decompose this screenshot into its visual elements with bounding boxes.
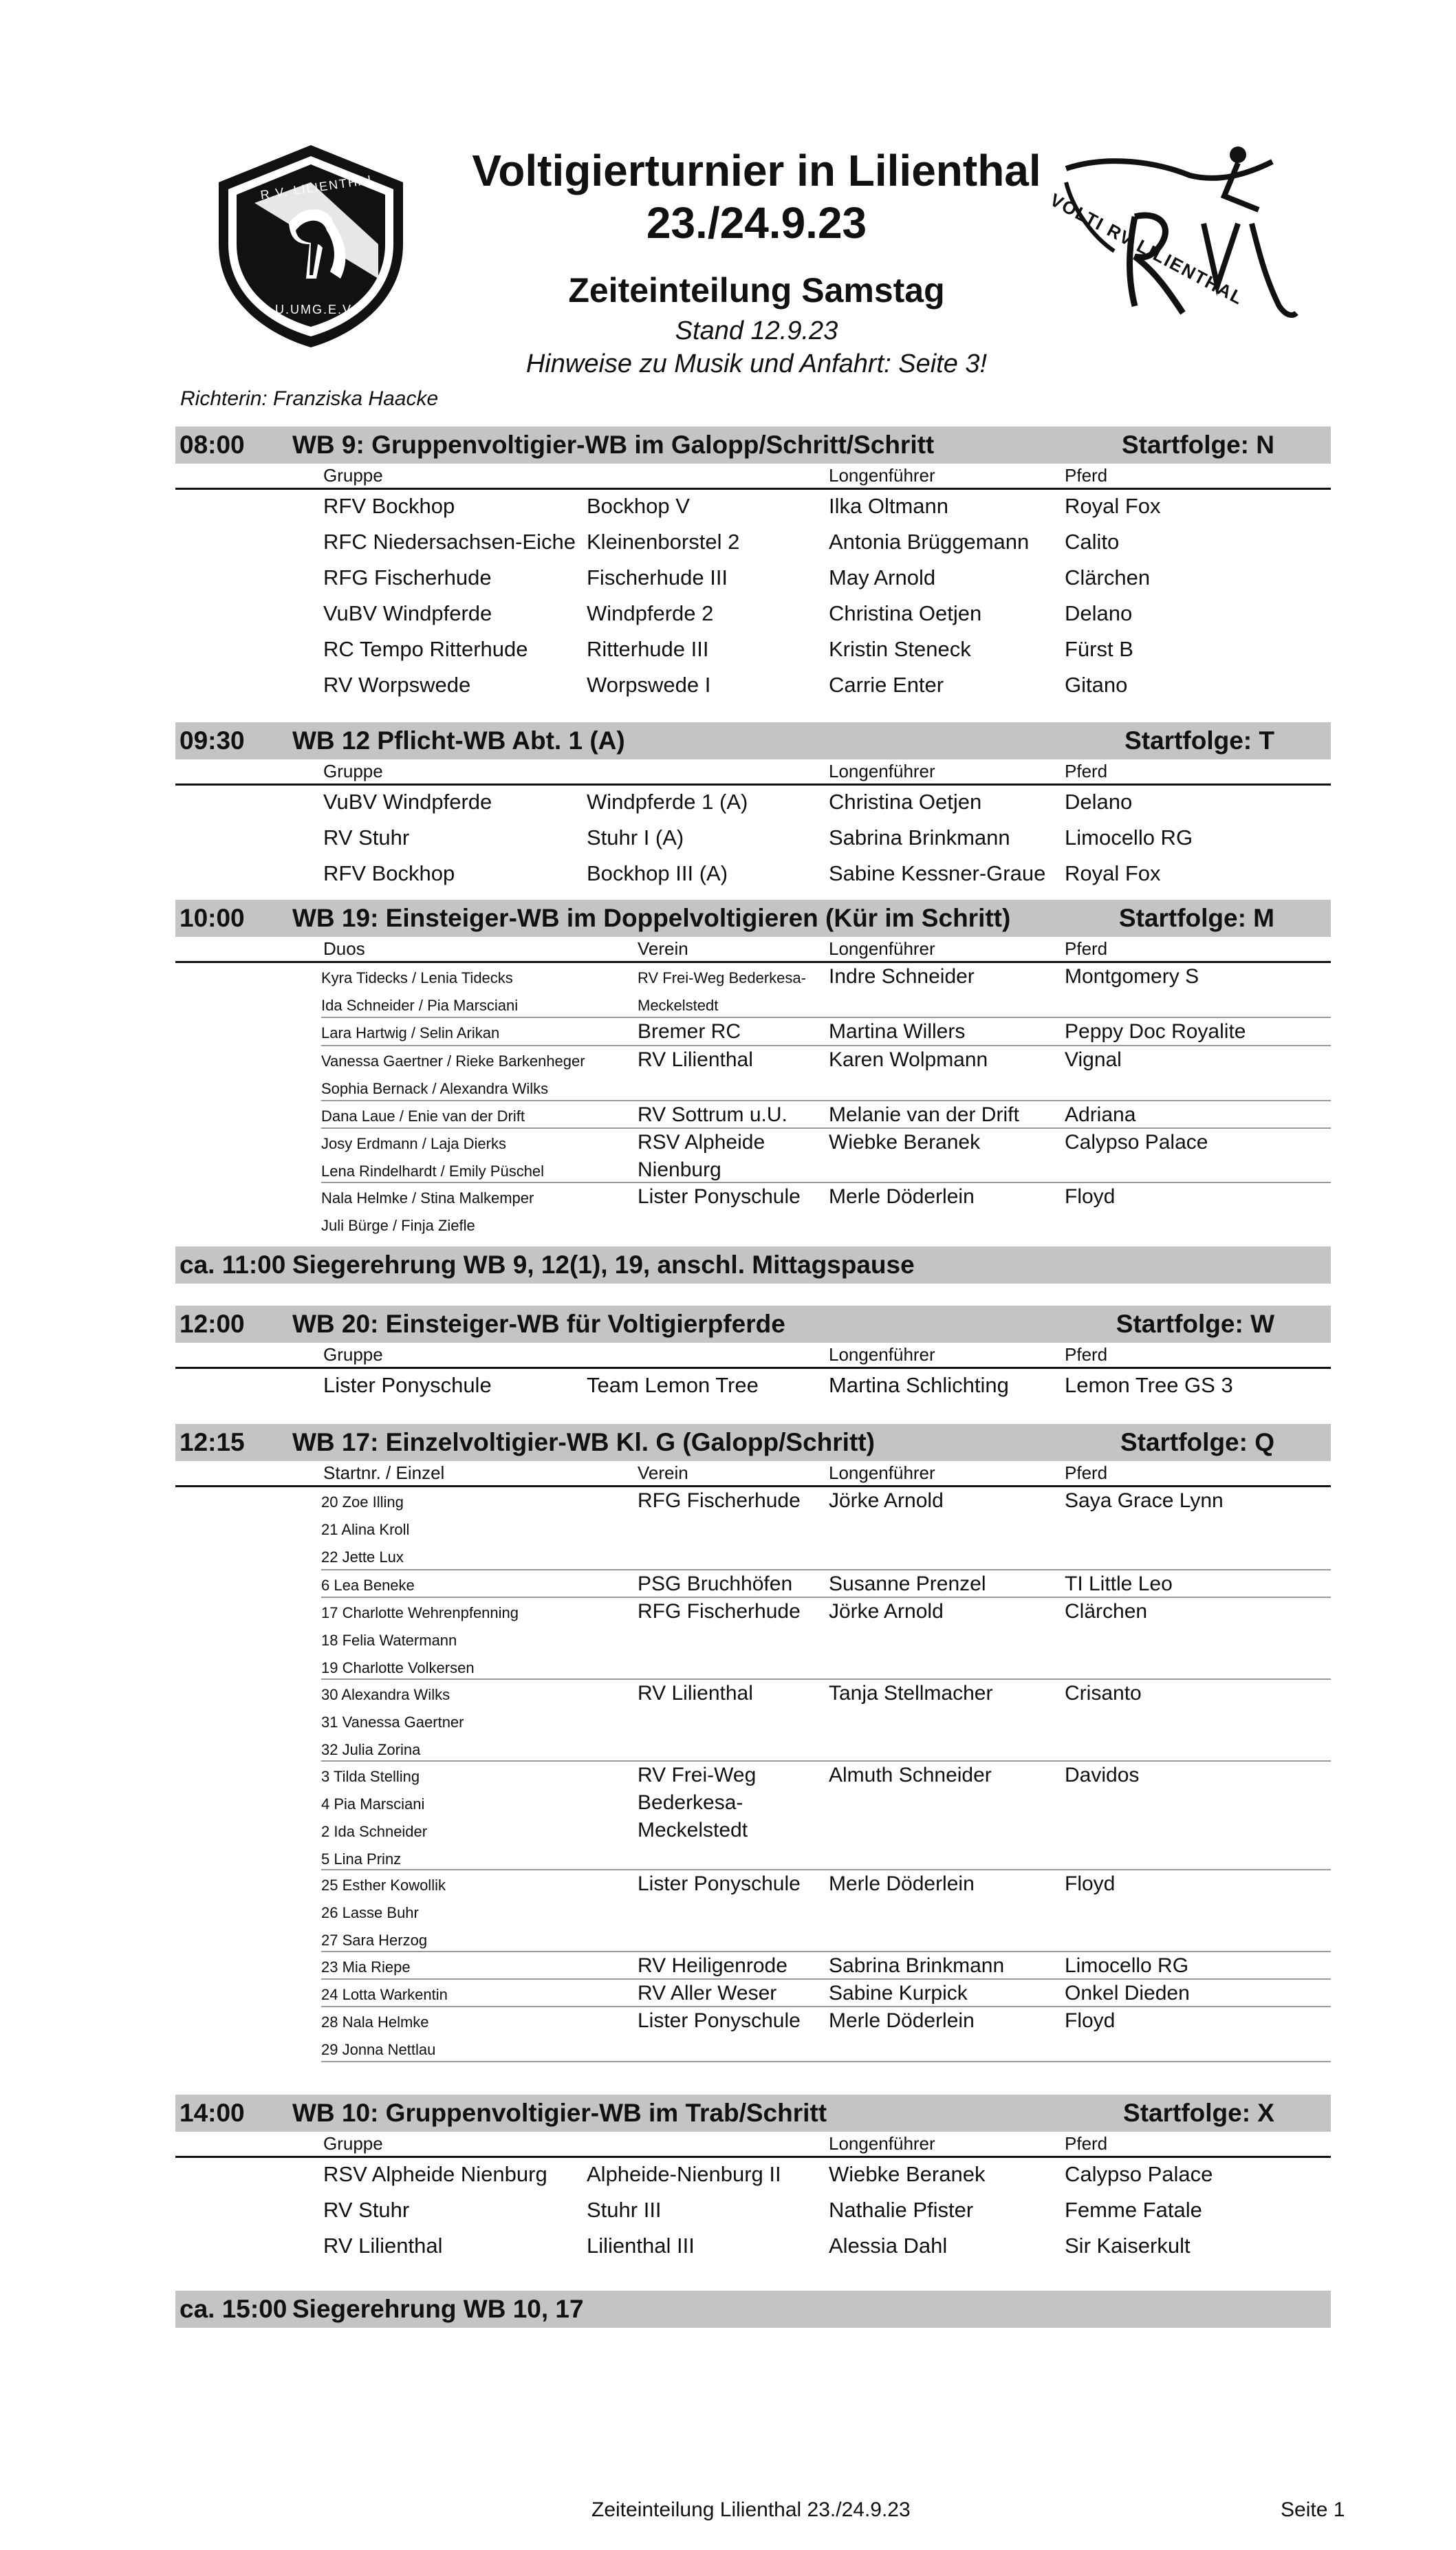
cell-longe: Wiebke Beranek [829, 2162, 986, 2186]
duo-names [321, 1185, 534, 1240]
cell-gruppe: RFC Niedersachsen-Eiche [323, 530, 576, 554]
cell-pferd: Calito [1065, 530, 1120, 554]
cell-pferd: Delano [1065, 790, 1133, 814]
cell-longe: May Arnold [829, 565, 936, 590]
einzel-name: 26 Lasse Buhr [321, 1904, 419, 1921]
list-item [175, 1980, 1331, 2007]
einzel-name: 17 Charlotte Wehrenpfenning [321, 1604, 519, 1621]
cell-pferd: Royal Fox [1065, 494, 1161, 518]
section-time: 10:00 [180, 904, 245, 932]
cell-longe: Wiebke Beranek [829, 1131, 981, 1154]
verein-line: RV Frei-Weg [638, 1764, 757, 1786]
cell-longe: Nathalie Pfister [829, 2198, 974, 2222]
cell-longe: Kristin Steneck [829, 637, 971, 661]
duo-name: Lara Hartwig / Selin Arikan [321, 1024, 500, 1041]
cell-pferd: TI Little Leo [1065, 1573, 1173, 1595]
page-subtitle: Zeiteinteilung Samstag [568, 271, 945, 310]
cell-team: Kleinenborstel 2 [587, 530, 740, 554]
cell-gruppe: RFV Bockhop [323, 861, 455, 885]
cell-team: Worpswede I [587, 673, 711, 697]
einzel-name: 30 Alexandra Wilks [321, 1686, 450, 1703]
duo-name: Dana Laue / Enie van der Drift [321, 1107, 525, 1125]
duo-names [321, 1103, 525, 1130]
einzel-name: 22 Jette Lux [321, 1548, 404, 1566]
cell-verein: RV Sottrum u.U. [638, 1103, 787, 1126]
einzel-name: 2 Ida Schneider [321, 1823, 428, 1840]
cell-longe: Merle Döderlein [829, 1185, 975, 1208]
einzel-name: 19 Charlotte Volkersen [321, 1659, 475, 1676]
section-title: WB 9: Gruppenvoltigier-WB im Galopp/Schritt/Schritt [292, 431, 935, 459]
list-item [175, 1570, 1331, 1598]
section-wb17 [175, 1424, 1331, 2057]
col-head-gruppe: Gruppe [323, 1344, 383, 1365]
cell-pferd: Crisanto [1065, 1682, 1142, 1705]
einzel-name: 32 Julia Zorina [321, 1741, 421, 1758]
cell-pferd: Adriana [1065, 1103, 1136, 1126]
einzel-name: 4 Pia Marsciani [321, 1795, 425, 1813]
cell-pferd: Limocello RG [1065, 1954, 1189, 1977]
duo-name: Sophia Bernack / Alexandra Wilks [321, 1080, 549, 1097]
section-wb9 [175, 426, 1331, 702]
col-head-longe: Longenführer [829, 2133, 935, 2154]
col-head-duos: Duos [323, 938, 365, 959]
cell-longe: Indre Schneider [829, 965, 975, 988]
duo-name: Josy Erdmann / Laja Dierks [321, 1135, 506, 1152]
col-head-longe: Longenführer [829, 1344, 935, 1365]
logo-left-text-bottom: U.UMG.E.V. [275, 303, 356, 316]
cell-team: Fischerhude III [587, 565, 728, 590]
cell-gruppe: RV Stuhr [323, 825, 410, 850]
col-head-pferd: Pferd [1065, 465, 1108, 486]
col-head-pferd: Pferd [1065, 761, 1108, 781]
col-head-gruppe: Gruppe [323, 465, 383, 486]
cell-team: Windpferde 2 [587, 601, 714, 625]
verein-line: Nienburg [638, 1158, 721, 1181]
section-time: 09:30 [180, 726, 245, 755]
einzel-name: 23 Mia Riepe [321, 1958, 411, 1976]
col-head-verein: Verein [638, 938, 688, 959]
section-title: WB 17: Einzelvoltigier-WB Kl. G (Galopp/Schritt) [292, 1428, 875, 1456]
cell-verein: RFG Fischerhude [638, 1489, 801, 1512]
col-head-pferd: Pferd [1065, 938, 1108, 959]
cell-gruppe: RV Lilienthal [323, 2234, 443, 2258]
list-item [175, 1487, 1331, 1570]
cell-pferd: Clärchen [1065, 565, 1151, 590]
verein-line: RSV Alpheide [638, 1131, 765, 1154]
duo-names [321, 964, 518, 1019]
einzel-names [321, 1572, 415, 1599]
cell-pferd: Calypso Palace [1065, 2162, 1213, 2186]
einzel-names [321, 1599, 519, 1682]
cell-longe: Christina Oetjen [829, 790, 982, 814]
cell-team: Lilienthal III [587, 2234, 695, 2258]
cell-gruppe: VuBV Windpferde [323, 601, 492, 625]
logo-left-text-top: R.V. LILIENTHAL [259, 172, 377, 202]
cell-pferd: Royal Fox [1065, 861, 1161, 885]
row-divider [321, 2061, 1331, 2062]
cell-longe: Merle Döderlein [829, 2009, 975, 2032]
col-head-pferd: Pferd [1065, 2133, 1108, 2154]
cell-longe: Martina Willers [829, 1020, 966, 1043]
einzel-name: 21 Alina Kroll [321, 1521, 410, 1538]
duo-name: Juli Bürge / Finja Ziefle [321, 1217, 475, 1234]
duo-name: Lena Rindelhardt / Emily Püschel [321, 1163, 545, 1180]
cell-gruppe: RV Stuhr [323, 2198, 410, 2222]
duo-name: Ida Schneider / Pia Marsciani [321, 997, 519, 1014]
cell-pferd: Fürst B [1065, 637, 1133, 661]
cell-gruppe: RSV Alpheide Nienburg [323, 2162, 547, 2186]
cell-longe: Ilka Oltmann [829, 494, 949, 518]
col-head-pferd: Pferd [1065, 1344, 1108, 1365]
ceremony-time: ca. 11:00 [180, 1251, 286, 1279]
ceremony-bar [175, 2291, 1331, 2328]
cell-longe: Sabrina Brinkmann [829, 825, 1010, 850]
list-item [175, 1762, 1331, 1872]
cell-gruppe: Lister Ponyschule [323, 1373, 492, 1397]
cell-pferd: Peppy Doc Royalite [1065, 1020, 1246, 1043]
cell-pferd: Femme Fatale [1065, 2198, 1202, 2222]
cell-gruppe: VuBV Windpferde [323, 790, 492, 814]
page-title-line1: Voltigierturnier in Lilienthal [472, 146, 1041, 195]
cell-pferd: Montgomery S [1065, 965, 1199, 988]
cell-verein [638, 1762, 756, 1844]
cell-pferd: Gitano [1065, 673, 1128, 697]
club-logo-left [213, 141, 409, 351]
einzel-names [321, 1681, 464, 1764]
cell-verein: RFG Fischerhude [638, 1600, 801, 1623]
cell-longe: Melanie van der Drift [829, 1103, 1019, 1126]
cell-team: Windpferde 1 (A) [587, 790, 748, 814]
cell-pferd: Floyd [1065, 1872, 1116, 1895]
cell-longe: Merle Döderlein [829, 1872, 975, 1895]
judge-name: Richterin: Franziska Haacke [180, 387, 439, 410]
section-wb20 [175, 1306, 1331, 1409]
col-head-gruppe: Gruppe [323, 2133, 383, 2154]
duo-names [321, 1048, 585, 1103]
cell-longe: Carrie Enter [829, 673, 944, 697]
header-rule [175, 1367, 1331, 1369]
einzel-name: 25 Esther Kowollik [321, 1877, 446, 1894]
section-wb10 [175, 2095, 1331, 2273]
duo-name: Vanessa Gaertner / Rieke Barkenheger [321, 1052, 585, 1070]
ceremony-bar [175, 1246, 1331, 1284]
cell-pferd: Sir Kaiserkult [1065, 2234, 1191, 2258]
cell-longe: Antonia Brüggemann [829, 530, 1030, 554]
section-wb19 [175, 900, 1331, 1237]
cell-longe: Jörke Arnold [829, 1489, 944, 1512]
section-startfolge: Startfolge: T [1124, 726, 1274, 755]
cell-longe: Susanne Prenzel [829, 1573, 986, 1595]
einzel-names [321, 2009, 435, 2064]
page-title-line2: 23./24.9.23 [646, 198, 867, 248]
duo-name: Kyra Tidecks / Lenia Tidecks [321, 969, 513, 986]
einzel-name: 5 Lina Prinz [321, 1850, 402, 1868]
list-item [175, 2007, 1331, 2062]
list-item [175, 963, 1331, 1018]
col-head-longe: Longenführer [829, 465, 935, 486]
list-item [175, 1129, 1331, 1184]
einzel-names [321, 1872, 446, 1954]
ceremony-time: ca. 15:00 [180, 2295, 287, 2323]
col-head-pferd: Pferd [1065, 1462, 1108, 1483]
cell-verein: Lister Ponyschule [638, 1872, 801, 1895]
einzel-name: 27 Sara Herzog [321, 1932, 428, 1949]
list-item [175, 1101, 1331, 1129]
cell-verein [638, 964, 806, 1019]
cell-verein: RV Lilienthal [638, 1682, 753, 1705]
cell-longe: Tanja Stellmacher [829, 1682, 993, 1705]
cell-gruppe: RC Tempo Ritterhude [323, 637, 528, 661]
header-rule [175, 488, 1331, 490]
cell-longe: Sabine Kurpick [829, 1982, 968, 2005]
list-item [175, 1952, 1331, 1980]
einzel-name: 29 Jonna Nettlau [321, 2041, 436, 2058]
verein-line: RV Frei-Weg Bederkesa- [638, 969, 806, 986]
col-head-longe: Longenführer [829, 1462, 935, 1483]
section-title: WB 10: Gruppenvoltigier-WB im Trab/Schritt [292, 2099, 827, 2127]
cell-team: Bockhop III (A) [587, 861, 728, 885]
list-item [175, 1018, 1331, 1046]
section-startfolge: Startfolge: M [1118, 904, 1274, 932]
cell-pferd: Limocello RG [1065, 825, 1193, 850]
list-item [175, 1680, 1331, 1762]
section-title: WB 12 Pflicht-WB Abt. 1 (A) [292, 726, 625, 755]
list-item [175, 1870, 1331, 1953]
einzel-names [321, 1981, 448, 2009]
verein-line: Meckelstedt [638, 1819, 748, 1841]
col-head-longe: Longenführer [829, 761, 935, 781]
cell-verein: Lister Ponyschule [638, 1185, 801, 1208]
einzel-name: 20 Zoe Illing [321, 1493, 404, 1511]
cell-pferd: Lemon Tree GS 3 [1065, 1373, 1233, 1397]
einzel-names [321, 1489, 409, 1571]
ceremony-text: Siegerehrung WB 9, 12(1), 19, anschl. Mittagspause [292, 1251, 915, 1279]
col-head-verein: Verein [638, 1462, 688, 1483]
section-wb12 [175, 722, 1331, 894]
logo-right-text: VOLTI RV LILIENTHAL [1046, 189, 1248, 310]
cell-gruppe: RFG Fischerhude [323, 565, 492, 590]
cell-longe: Sabrina Brinkmann [829, 1954, 1005, 1977]
cell-verein: RV Aller Weser [638, 1982, 777, 2005]
cell-longe: Sabine Kessner-Graue [829, 861, 1046, 885]
cell-team: Stuhr I (A) [587, 825, 684, 850]
cell-pferd: Floyd [1065, 2009, 1116, 2032]
cell-team: Ritterhude III [587, 637, 709, 661]
cell-longe: Karen Wolpmann [829, 1048, 988, 1071]
cell-verein: RV Heiligenrode [638, 1954, 787, 1977]
header-rule [175, 784, 1331, 786]
duo-name: Nala Helmke / Stina Malkemper [321, 1189, 534, 1207]
cell-pferd: Onkel Dieden [1065, 1982, 1190, 2005]
cell-verein: Lister Ponyschule [638, 2009, 801, 2032]
stand-date: Stand 12.9.23 [675, 316, 838, 345]
cell-pferd: Davidos [1065, 1764, 1140, 1786]
cell-pferd: Saya Grace Lynn [1065, 1489, 1224, 1512]
duo-names [321, 1130, 544, 1185]
cell-longe: Jörke Arnold [829, 1600, 944, 1623]
ceremony-text: Siegerehrung WB 10, 17 [292, 2295, 584, 2323]
col-head-gruppe: Gruppe [323, 761, 383, 781]
cell-verein: RV Lilienthal [638, 1048, 753, 1071]
einzel-names [321, 1763, 427, 1873]
verein-line: Bederkesa- [638, 1791, 743, 1814]
einzel-name: 18 Felia Watermann [321, 1632, 457, 1649]
cell-pferd: Floyd [1065, 1185, 1116, 1208]
einzel-name: 24 Lotta Warkentin [321, 1986, 448, 2003]
cell-pferd: Vignal [1065, 1048, 1122, 1071]
cell-team: Team Lemon Tree [587, 1373, 759, 1397]
cell-team: Bockhop V [587, 494, 690, 518]
list-item [175, 1046, 1331, 1101]
list-item [175, 1598, 1331, 1681]
section-title: WB 19: Einsteiger-WB im Doppelvoltigieren (Kür im Schritt) [292, 904, 1011, 932]
footer-text: Zeiteinteilung Lilienthal 23./24.9.23 [591, 2498, 911, 2521]
section-startfolge: Startfolge: W [1116, 1310, 1274, 1338]
section-title: WB 20: Einsteiger-WB für Voltigierpferde [292, 1310, 785, 1338]
section-time: 12:15 [180, 1428, 245, 1456]
cell-pferd: Delano [1065, 601, 1133, 625]
cell-longe: Martina Schlichting [829, 1373, 1009, 1397]
einzel-name: 28 Nala Helmke [321, 2013, 429, 2031]
cell-longe: Alessia Dahl [829, 2234, 948, 2258]
section-time: 14:00 [180, 2099, 245, 2127]
einzel-names [321, 1954, 411, 1981]
hint-text: Hinweise zu Musik und Anfahrt: Seite 3! [525, 349, 988, 378]
cell-longe: Christina Oetjen [829, 601, 982, 625]
section-startfolge: Startfolge: N [1122, 431, 1274, 459]
einzel-name: 31 Vanessa Gaertner [321, 1714, 464, 1731]
cell-gruppe: RV Worpswede [323, 673, 471, 697]
col-head-einzel: Startnr. / Einzel [323, 1462, 445, 1483]
section-time: 12:00 [180, 1310, 245, 1338]
cell-verein: PSG Bruchhöfen [638, 1573, 793, 1595]
list-item [175, 1183, 1331, 1238]
cell-team: Alpheide-Nienburg II [587, 2162, 781, 2186]
cell-verein: Bremer RC [638, 1020, 741, 1043]
col-head-longe: Longenführer [829, 938, 935, 959]
section-startfolge: Startfolge: Q [1120, 1428, 1274, 1456]
cell-pferd: Clärchen [1065, 1600, 1148, 1623]
cell-longe: Almuth Schneider [829, 1764, 992, 1786]
einzel-name: 6 Lea Beneke [321, 1577, 415, 1594]
section-time: 08:00 [180, 431, 245, 459]
section-startfolge: Startfolge: X [1123, 2099, 1274, 2127]
cell-pferd: Calypso Palace [1065, 1131, 1208, 1154]
page-number: Seite 1 [1281, 2498, 1345, 2521]
einzel-name: 3 Tilda Stelling [321, 1768, 420, 1785]
verein-line: Meckelstedt [638, 997, 719, 1014]
duo-names [321, 1019, 499, 1047]
cell-verein [638, 1129, 765, 1184]
cell-gruppe: RFV Bockhop [323, 494, 455, 518]
header-rule [175, 2156, 1331, 2158]
cell-team: Stuhr III [587, 2198, 662, 2222]
